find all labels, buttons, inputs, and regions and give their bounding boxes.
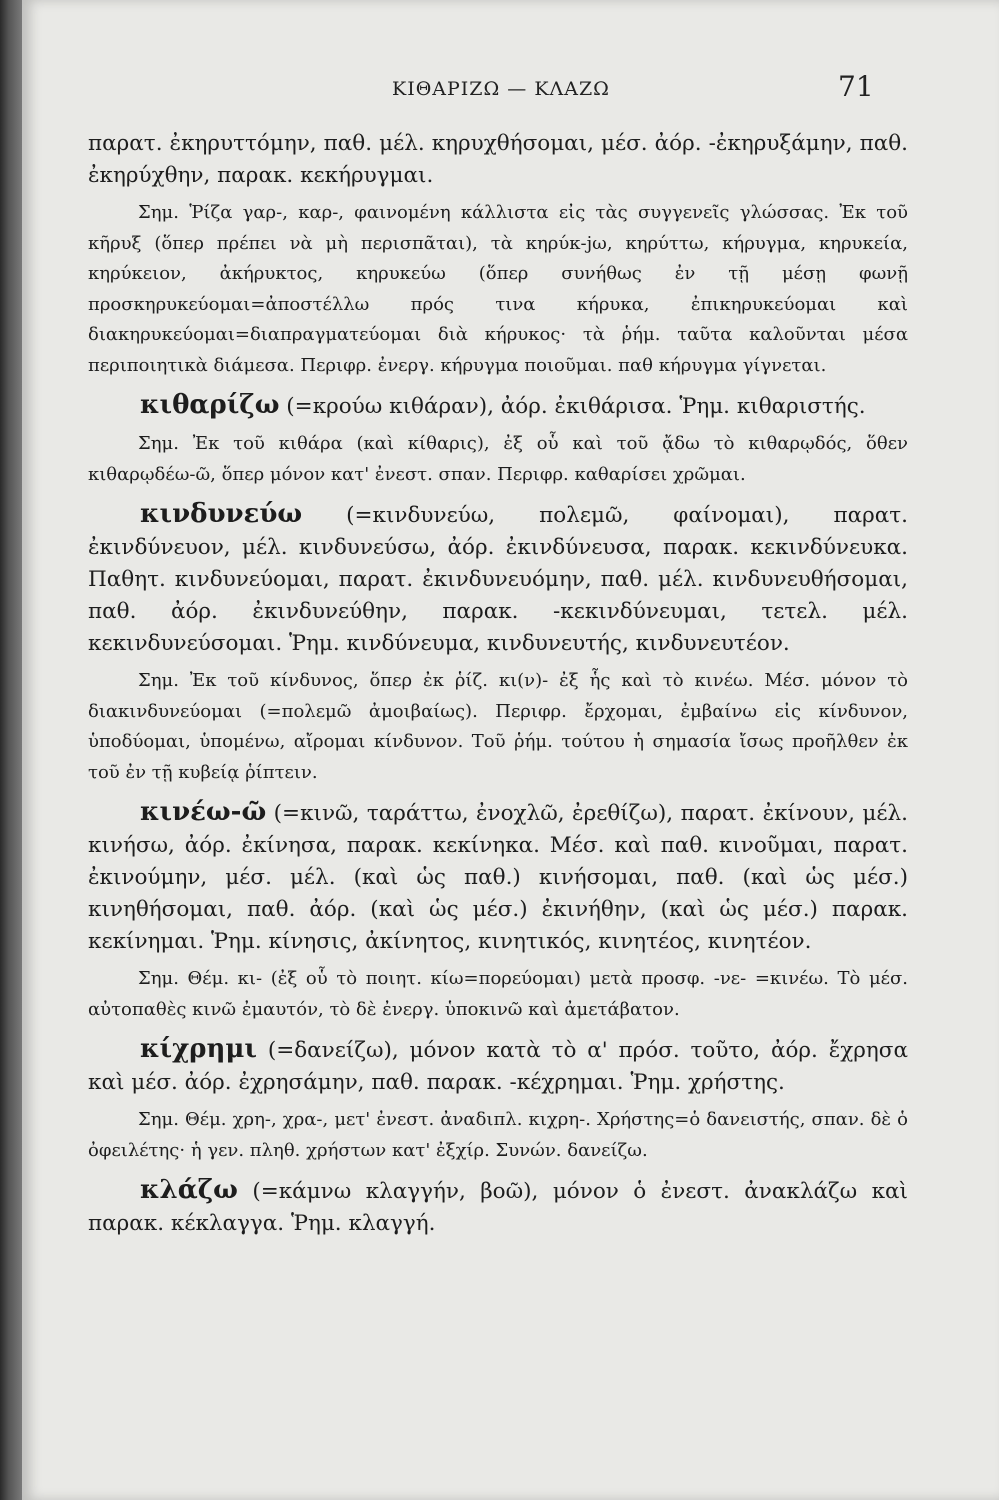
dictionary-entry [88,389,908,423]
paragraph-continuation [88,128,908,192]
book-page [22,0,999,1500]
dictionary-entry [88,1174,908,1240]
page-number: 71 [838,70,874,103]
entry-headword: κλάζω [140,1175,238,1205]
entry-text: (=κινῶ, ταράττω, ἐνοχλῶ, ἐρεθίζω), παρατ. ἐκίνουν, μέλ. κινήσω, ἀόρ. ἐκίνησα, παρακ. κεκίνηκα. Μέσ. καὶ παθ. κινοῦμαι, παρατ. ἐκινούμην, μέσ. μέλ. (καὶ ὡς παθ.) κινήσομαι, παθ. (καὶ ὡς μέσ.) κινηθήσομαι, παθ. ἀόρ. (καὶ ὡς μέσ.) ἐκινήθην, (καὶ ὡς μέσ.) παρακ. κεκίνημαι. Ῥημ. κίνησις, ἀκίνητος, κινητικός, κινητέος, κινητέον. [88,801,908,954]
entry-text: (=κινδυνεύω, πολεμῶ, φαίνομαι), παρατ. ἐκινδύνευον, μέλ. κινδυνεύσω, ἀόρ. ἐκινδύνευσα, παρακ. κεκινδύνευκα. Παθητ. κινδυνεύομαι, παρατ. ἐκινδυνευόμην, παθ. μέλ. κινδυνευθήσομαι, παθ. ἀόρ. ἐκινδυνεύθην, παρακ. -κεκινδύνευμαι, τετελ. μέλ. κεκινδυνεύσομαι. Ῥημ. κινδύνευμα, κινδυνευτής, κινδυνευτέον. [88,503,908,656]
scan-binding-edge [0,0,22,1500]
note-paragraph [88,964,908,1025]
note-paragraph [88,1105,908,1166]
note-paragraph [88,666,908,788]
entry-headword: κιθαρίζω [140,390,280,420]
entry-headword: κινέω-ῶ [140,797,267,827]
note-text: Σημ. Ῥίζα γαρ-, καρ-, φαινομένη κάλλιστα εἰς τὰς συγγενεῖς γλώσσας. Ἐκ τοῦ κῆρυξ (ὅπερ πρέπει νὰ μὴ περισπᾶται), τὰ κηρύκ-jω, κηρύττω, κήρυγμα, κηρυκεία, κηρύκειον, ἀκήρυκτος, κηρυκεύω (ὅπερ συνήθως ἐν τῇ μέσῃ φωνῇ προσκηρυκεύομαι=ἀποστέλλω πρός τινα κήρυκα, ἐπικηρυκεύομαι καὶ διακηρυκεύομαι=διαπραγματεύομαι διὰ κήρυκος· τὰ ῥήμ. ταῦτα καλοῦνται μέσα περιποιητικὰ διάμεσα. Περιφρ. ἐνεργ. κήρυγμα ποιοῦμαι. παθ κήρυγμα γίγνεται. [88,202,908,376]
note-text: Σημ. Θέμ. κι- (ἐξ οὗ τὸ ποιητ. κίω=πορεύομαι) μετὰ προσφ. -νε- =κινέω. Τὸ μέσ. αὐτοπαθὲς κινῶ ἐμαυτόν, τὸ δὲ ἐνεργ. ὑποκινῶ καὶ ἀμετάβατον. [88,968,908,1020]
note-paragraph [88,198,908,381]
note-text: Σημ. Θέμ. χρη-, χρα-, μετ' ἐνεστ. ἀναδιπλ. κιχρη-. Χρήστης=ὁ δανειστής, σπαν. δὲ ὁ ὀφειλέτης· ἡ γεν. πληθ. χρήστων κατ' ἐξχίρ. Συνών. δανείζω. [88,1109,908,1161]
dictionary-entry [88,796,908,958]
note-paragraph [88,429,908,490]
note-text: Σημ. Ἐκ τοῦ κίνδυνος, ὅπερ ἐκ ῥίζ. κι(ν)- ἐξ ἧς καὶ τὸ κινέω. Μέσ. μόνον τὸ διακινδυνεύομαι (=πολεμῶ ἀμοιβαίως). Περιφρ. ἔρχομαι, ἐμβαίνω εἰς κίνδυνον, ὑποδύομαι, ὑπομένω, αἴρομαι κίνδυνον. Τοῦ ῥήμ. τούτου ἡ σημασία ἴσως προῆλθεν ἐκ τοῦ ἐν τῇ κυβείᾳ ῥίπτειν. [88,670,908,783]
entry-text: (=κρούω κιθάραν), ἀόρ. ἐκιθάρισα. Ῥημ. κιθαριστής. [286,394,866,419]
running-header: ΚΙΘΑΡΙΖΩ — ΚΛΑΖΩ [392,78,610,100]
entry-headword: κίχρημι [140,1034,257,1064]
page-content [88,128,908,1240]
dictionary-entry [88,498,908,660]
note-text: Σημ. Ἐκ τοῦ κιθάρα (καὶ κίθαρις), ἐξ οὗ καὶ τοῦ ᾄδω τὸ κιθαρῳδός, ὅθεν κιθαρῳδέω-ῶ, ὅπερ μόνον κατ' ἐνεστ. σπαν. Περιφρ. καθαρίσει χρῶμαι. [88,433,908,485]
entry-text: (=κάμνω κλαγγήν, βοῶ), μόνον ὁ ἐνεστ. ἀνακλάζω καὶ παρακ. κέκλαγγα. Ῥημ. κλαγγή. [88,1179,908,1236]
dictionary-entry [88,1033,908,1099]
paragraph-text: παρατ. ἐκηρυττόμην, παθ. μέλ. κηρυχθήσομαι, μέσ. ἀόρ. -ἐκηρυξάμην, παθ. ἐκηρύχθην, παρακ. κεκήρυγμαι. [88,131,908,188]
entry-text: (=δανείζω), μόνον κατὰ τὸ α' πρόσ. τοῦτο, ἀόρ. ἔχρησα καὶ μέσ. ἀόρ. ἐχρησάμην, παθ. παρακ. -κέχρημαι. Ῥημ. χρήστης. [88,1038,908,1095]
entry-headword: κινδυνεύω [140,499,303,529]
